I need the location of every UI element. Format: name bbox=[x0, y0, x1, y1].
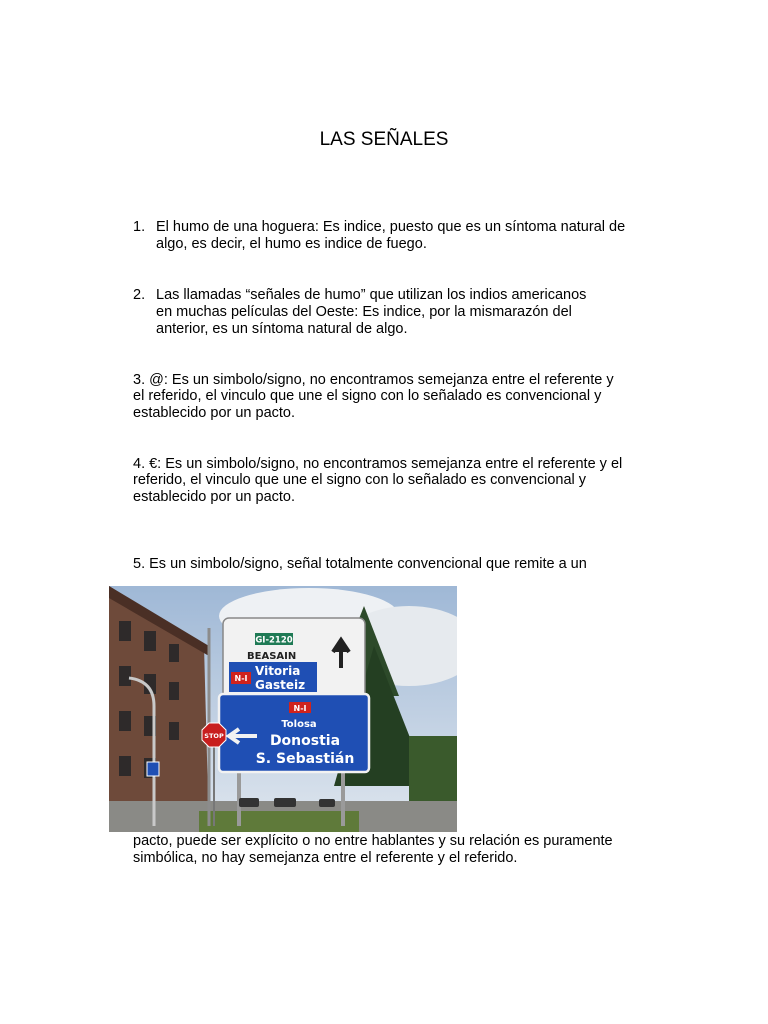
route-label: N-I bbox=[234, 674, 248, 683]
road-sign-photo bbox=[109, 586, 457, 832]
paragraph-line: pacto, puede ser explícito o no entre hablantes y su relación es puramente bbox=[133, 833, 613, 849]
item-number: 1. bbox=[133, 219, 146, 235]
item-text-line: 3. @: Es un simbolo/signo, no encontramos semejanza entre el referente y bbox=[133, 372, 614, 388]
road-code-label: GI-2120 bbox=[255, 635, 293, 646]
route-label: N-I bbox=[293, 704, 307, 713]
city-label: S. Sebastián bbox=[255, 751, 355, 767]
pedestrian-crossing-sign bbox=[147, 762, 159, 776]
item-text-line: referido, el vinculo que une el signo con lo señalado es convencional y bbox=[133, 472, 587, 488]
stop-label: STOP bbox=[204, 732, 224, 740]
item-text-line: 5. Es un simbolo/signo, señal totalmente convencional que remite a un bbox=[133, 556, 587, 572]
sign-post bbox=[341, 766, 345, 826]
item-text-line: en muchas películas del Oeste: Es indice, por la mismarazón del bbox=[156, 304, 572, 320]
paragraph-line: simbólica, no hay semejanza entre el referente y el referido. bbox=[133, 850, 518, 866]
cars bbox=[239, 798, 335, 807]
item-text-line: anterior, es un síntoma natural de algo. bbox=[156, 321, 408, 337]
item-text-line: 4. €: Es un simbolo/signo, no encontramos semejanza entre el referente y el bbox=[133, 456, 623, 472]
grass bbox=[199, 811, 359, 832]
item-text-line: establecido por un pacto. bbox=[133, 405, 296, 421]
item-text-line: establecido por un pacto. bbox=[133, 489, 296, 505]
item-number: 2. bbox=[133, 287, 146, 303]
city-label: Vitoria bbox=[255, 664, 301, 678]
item-text-line: el referido, el vinculo que une el signo con lo señalado es convencional y bbox=[133, 388, 602, 404]
item-text-line: El humo de una hoguera: Es indice, puesto que es un síntoma natural de bbox=[156, 219, 626, 235]
lower-road-sign bbox=[219, 694, 369, 772]
town-label: Tolosa bbox=[281, 719, 317, 730]
upper-road-sign bbox=[223, 618, 365, 698]
item-text-line: algo, es decir, el humo es indice de fuego. bbox=[156, 236, 427, 252]
page-title: LAS SEÑALES bbox=[319, 129, 449, 150]
city-label: Donostia bbox=[269, 733, 341, 749]
city-label: Gasteiz bbox=[255, 678, 306, 692]
item-text-line: Las llamadas “señales de humo” que utilizan los indios americanos bbox=[156, 287, 587, 303]
town-label: BEASAIN bbox=[247, 651, 297, 662]
sign-post bbox=[237, 766, 241, 826]
